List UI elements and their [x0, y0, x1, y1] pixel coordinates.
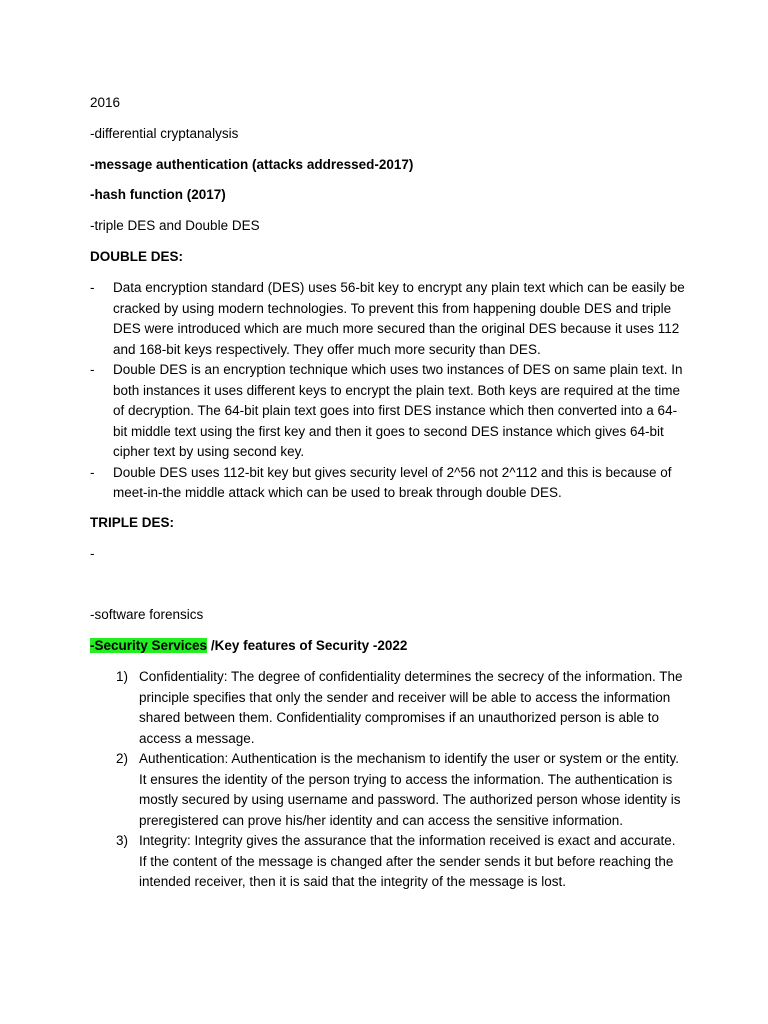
triple-des-dash: -	[90, 546, 95, 561]
security-services-highlight: -Security Services	[90, 638, 208, 653]
list-number: 3)	[116, 833, 129, 848]
triple-des-heading: TRIPLE DES:	[90, 515, 175, 530]
double-des-list	[90, 278, 690, 504]
list-marker: -	[90, 280, 95, 295]
message-authentication-line: -message authentication (attacks addressed-2017)	[90, 157, 414, 172]
list-item-text: Authentication: Authentication is the mechanism to identify the user or system or the entity. It ensures the identity of the person trying to access the information. The authentication is mostly secured by using username and password. The authorized person whose identity is preregistered can prove his/her identity and can access the sensitive information.	[139, 751, 681, 828]
list-item	[116, 831, 686, 893]
list-item-text: Double DES uses 112-bit key but gives security level of 2^56 not 2^112 and this is because of meet-in-the middle attack which can be used to break through double DES.	[113, 464, 672, 500]
list-item-text: Data encryption standard (DES) uses 56-bit key to encrypt any plain text which can be easily be cracked by using modern technologies. To prevent this from happening double DES and triple DES were introduced which are much more secured than the original DES because it uses 112 and 168-bit keys respectively. They offer much more security than DES.	[113, 280, 685, 357]
security-services-rest: /Key features of Security -2022	[207, 638, 408, 653]
differential-cryptanalysis-line: -differential cryptanalysis	[90, 126, 239, 141]
triple-double-des-line: -triple DES and Double DES	[90, 218, 260, 233]
year-line: 2016	[90, 95, 121, 110]
security-services-heading	[90, 636, 407, 656]
hash-function-line: -hash function (2017)	[90, 187, 226, 202]
list-item	[90, 360, 690, 463]
list-item	[90, 278, 690, 360]
list-item-text: Integrity: Integrity gives the assurance that the information received is exact and accurate. If the content of the message is changed after the sender sends it but before reaching the intended receiver, then it is said that the integrity of the message is lost.	[139, 833, 676, 889]
list-marker: -	[90, 464, 95, 480]
software-forensics-line: -software forensics	[90, 607, 204, 622]
double-des-heading: DOUBLE DES:	[90, 249, 184, 264]
list-item	[116, 667, 686, 749]
list-item	[90, 463, 690, 504]
list-item-text: Double DES is an encryption technique which uses two instances of DES on same plain text. In both instances it uses different keys to encrypt the plain text. Both keys are required at the time of decryption. The 64-bit plain text goes into first DES instance which then converted into a 64-bit middle text using the first key and then it goes to second DES instance which gives 64-bit cipher text by using second key.	[113, 362, 683, 459]
list-marker: -	[90, 362, 95, 377]
list-number: 2)	[116, 751, 129, 766]
list-item	[116, 749, 686, 831]
list-number: 1)	[116, 669, 129, 684]
security-features-list	[116, 667, 686, 893]
list-item-text: Confidentiality: The degree of confidentiality determines the secrecy of the information. The principle specifies that only the sender and receiver will be able to access the information shared between them. Confidentiality compromises if an unauthorized person is able to access a message.	[139, 669, 683, 746]
